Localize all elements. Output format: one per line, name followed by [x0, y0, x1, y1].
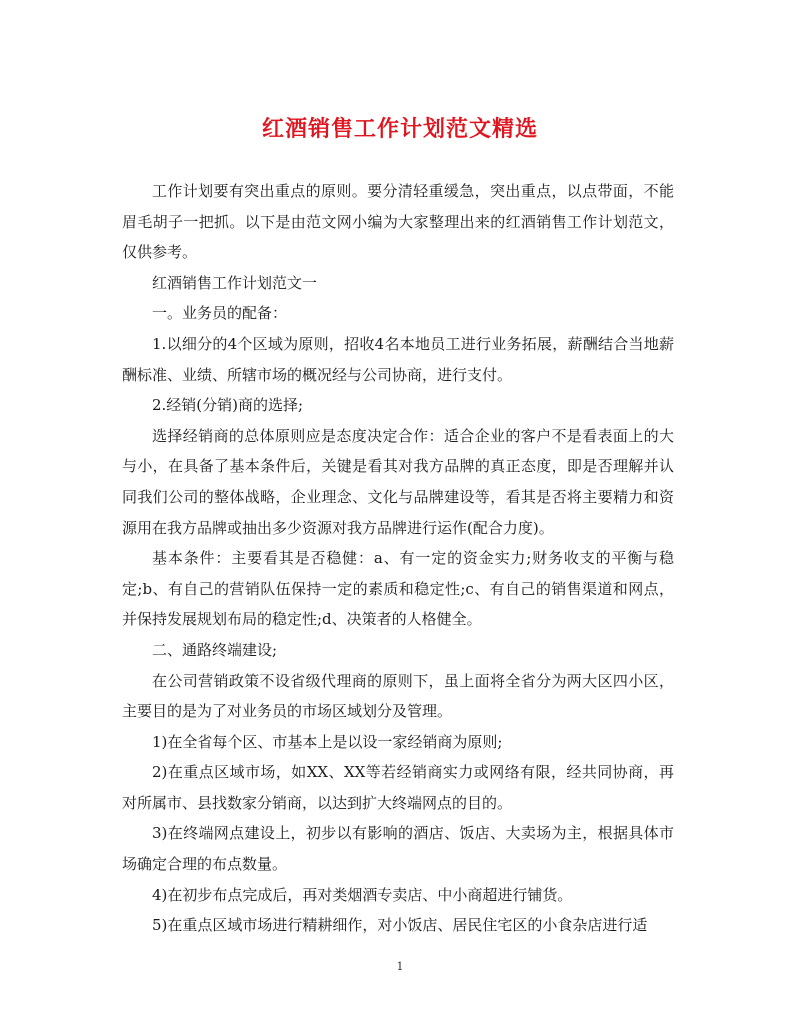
paragraph: 在公司营销政策不设省级代理商的原则下，虽上面将全省分为两大区四小区，主要目的是为了对业务员的市场区域划分及管理。 [122, 671, 674, 721]
page-number: 1 [396, 960, 404, 973]
paragraph: 选择经销商的总体原则应是态度决定合作：适合企业的客户不是看表面上的大与小，在具备了基本条件后，关键是看其对我方品牌的真正态度，即是否理解并认同我们公司的整体战略，企业理念、文化与品牌建设等，看其是否将主要精力和资源用在我方品牌或抽出多少资源对我方品牌进行运作(配合力度)。 [122, 426, 674, 537]
document-body [122, 176, 674, 941]
paragraph: 2)在重点区域市场，如XX、XX等若经销商实力或网络有限，经共同协商，再对所属市、县找数家分销商，以达到扩大终端网点的目的。 [122, 763, 674, 812]
document-title: 红酒销售工作计划范文精选 [261, 116, 538, 142]
paragraph: 1)在全省每个区、市基本上是以设一家经销商为原则; [152, 732, 503, 751]
paragraph: 工作计划要有突出重点的原则。要分清轻重缓急，突出重点，以点带面，不能眉毛胡子一把抓。以下是由范文网小编为大家整理出来的红酒销售工作计划范文，仅供参考。 [122, 182, 674, 262]
paragraph: 4)在初步布点完成后，再对类烟酒专卖店、中小商超进行铺货。 [152, 885, 573, 904]
paragraph: 基本条件：主要看其是否稳健：a、有一定的资金实力;财务收支的平衡与稳定;b、有自己的营销队伍保持一定的素质和稳定性;c、有自己的销售渠道和网点，并保持发展规划布局的稳定性;d、决策者的人格健全。 [122, 549, 674, 629]
paragraph: 3)在终端网点建设上，初步以有影响的酒店、饭店、大卖场为主，根据具体市场确定合理的布点数量。 [122, 824, 674, 874]
paragraph: 一。业务员的配备： [152, 304, 288, 323]
paragraph: 2.经销(分销)商的选择; [152, 396, 304, 415]
paragraph: 1.以细分的4个区域为原则，招收4名本地员工进行业务拓展，薪酬结合当地薪酬标准、业绩、所辖市场的概况经与公司协商，进行支付。 [122, 334, 674, 384]
paragraph: 二、通路终端建设; [152, 640, 278, 659]
paragraph: 红酒销售工作计划范文一 [152, 273, 318, 292]
paragraph: 5)在重点区域市场进行精耕细作，对小饭店、居民住宅区的小食杂店进行适 [152, 916, 648, 935]
